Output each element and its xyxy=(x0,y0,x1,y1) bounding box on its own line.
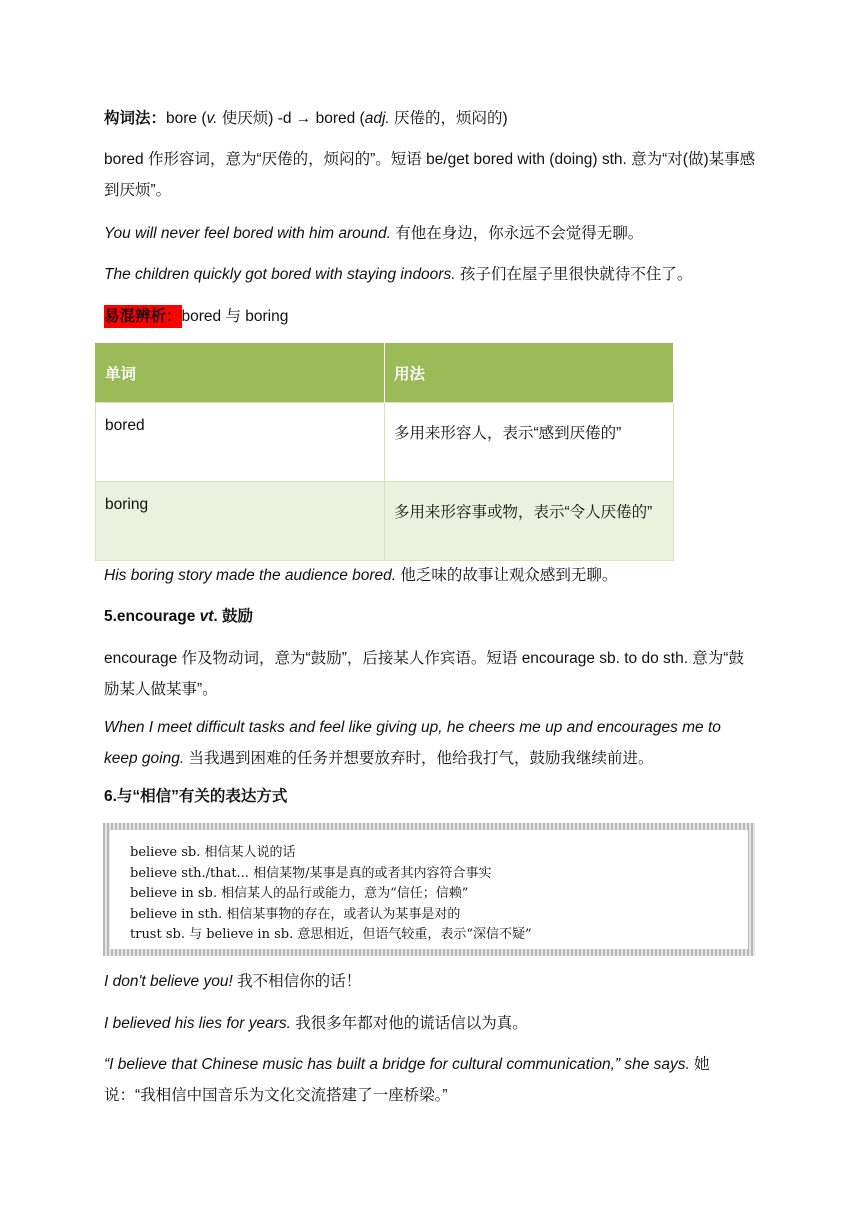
example-sentence: The children quickly got bored with staying indoors. 孩子们在屋子里很快就待不住了。 xyxy=(104,266,693,283)
believe-note-box xyxy=(103,823,755,956)
table-cell: 多用来形容人，表示“感到厌倦的” xyxy=(385,403,674,482)
table-header: 单词 xyxy=(96,344,385,403)
table-cell: boring xyxy=(96,482,385,561)
note-line: believe in sb. 相信某人的品行或能力，意为“信任；信赖” xyxy=(130,886,469,901)
confusion-label: 易混辨析： xyxy=(104,305,182,328)
example-sentence: His boring story made the audience bored. 他乏味的故事让观众感到无聊。 xyxy=(104,567,618,584)
comparison-table xyxy=(95,343,674,561)
table-header: 用法 xyxy=(385,344,674,403)
note-line: believe sth./that... 相信某物/某事是真的或者其内容符合事实 xyxy=(130,865,492,881)
table-cell: 多用来形容事或物，表示“令人厌倦的” xyxy=(385,482,674,561)
example-sentence: You will never feel bored with him around. 有他在身边，你永远不会觉得无聊。 xyxy=(104,225,644,242)
note-line: believe sb. 相信某人说的话 xyxy=(130,845,296,860)
encourage-explanation: encourage 作及物动词，意为“鼓励”，后接某人作宾语。短语 encourage sb. to do sth. 意为“鼓励某人做某事”。 xyxy=(104,650,744,698)
table-row xyxy=(96,482,674,561)
table-row xyxy=(96,403,674,482)
confusion-line: 易混辨析：bored 与 boring xyxy=(104,301,756,332)
table-cell: bored xyxy=(96,403,385,482)
example-sentence: I don't believe you! 我不相信你的话！ xyxy=(104,973,362,990)
example-sentence: “I believe that Chinese music has built a bridge for cultural communication,” she says. 她说：“我相信中国音乐为文化交流搭建了一座桥梁。” xyxy=(104,1056,710,1104)
note-line: trust sb. 与 believe in sb. 意思相近，但语气较重，表示“深信不疑” xyxy=(130,927,532,942)
example-sentence: I believed his lies for years. 我很多年都对他的谎话信以为真。 xyxy=(104,1015,528,1032)
example-sentence: When I meet difficult tasks and feel like giving up, he cheers me up and encourages me to keep going. 当我遇到困难的任务并想要放弃时，他给我打气，鼓励我继续前进。 xyxy=(104,719,721,767)
section-title-encourage: 5.encourage vt. 鼓励 xyxy=(104,608,254,625)
note-line: believe in sth. 相信某事物的存在，或者认为某事是对的 xyxy=(130,906,461,922)
word-formation-line: 构词法：bore (v. 使厌烦) -d → bored (adj. 厌倦的，烦闷的) xyxy=(104,110,508,127)
bored-explanation: bored 作形容词，意为“厌倦的，烦闷的”。短语 be/get bored with (doing) sth. 意为“对(做)某事感到厌烦”。 xyxy=(104,151,756,199)
section-title-believe: 6.与“相信”有关的表达方式 xyxy=(104,788,288,805)
word-formation-label: 构词法： xyxy=(104,110,167,127)
